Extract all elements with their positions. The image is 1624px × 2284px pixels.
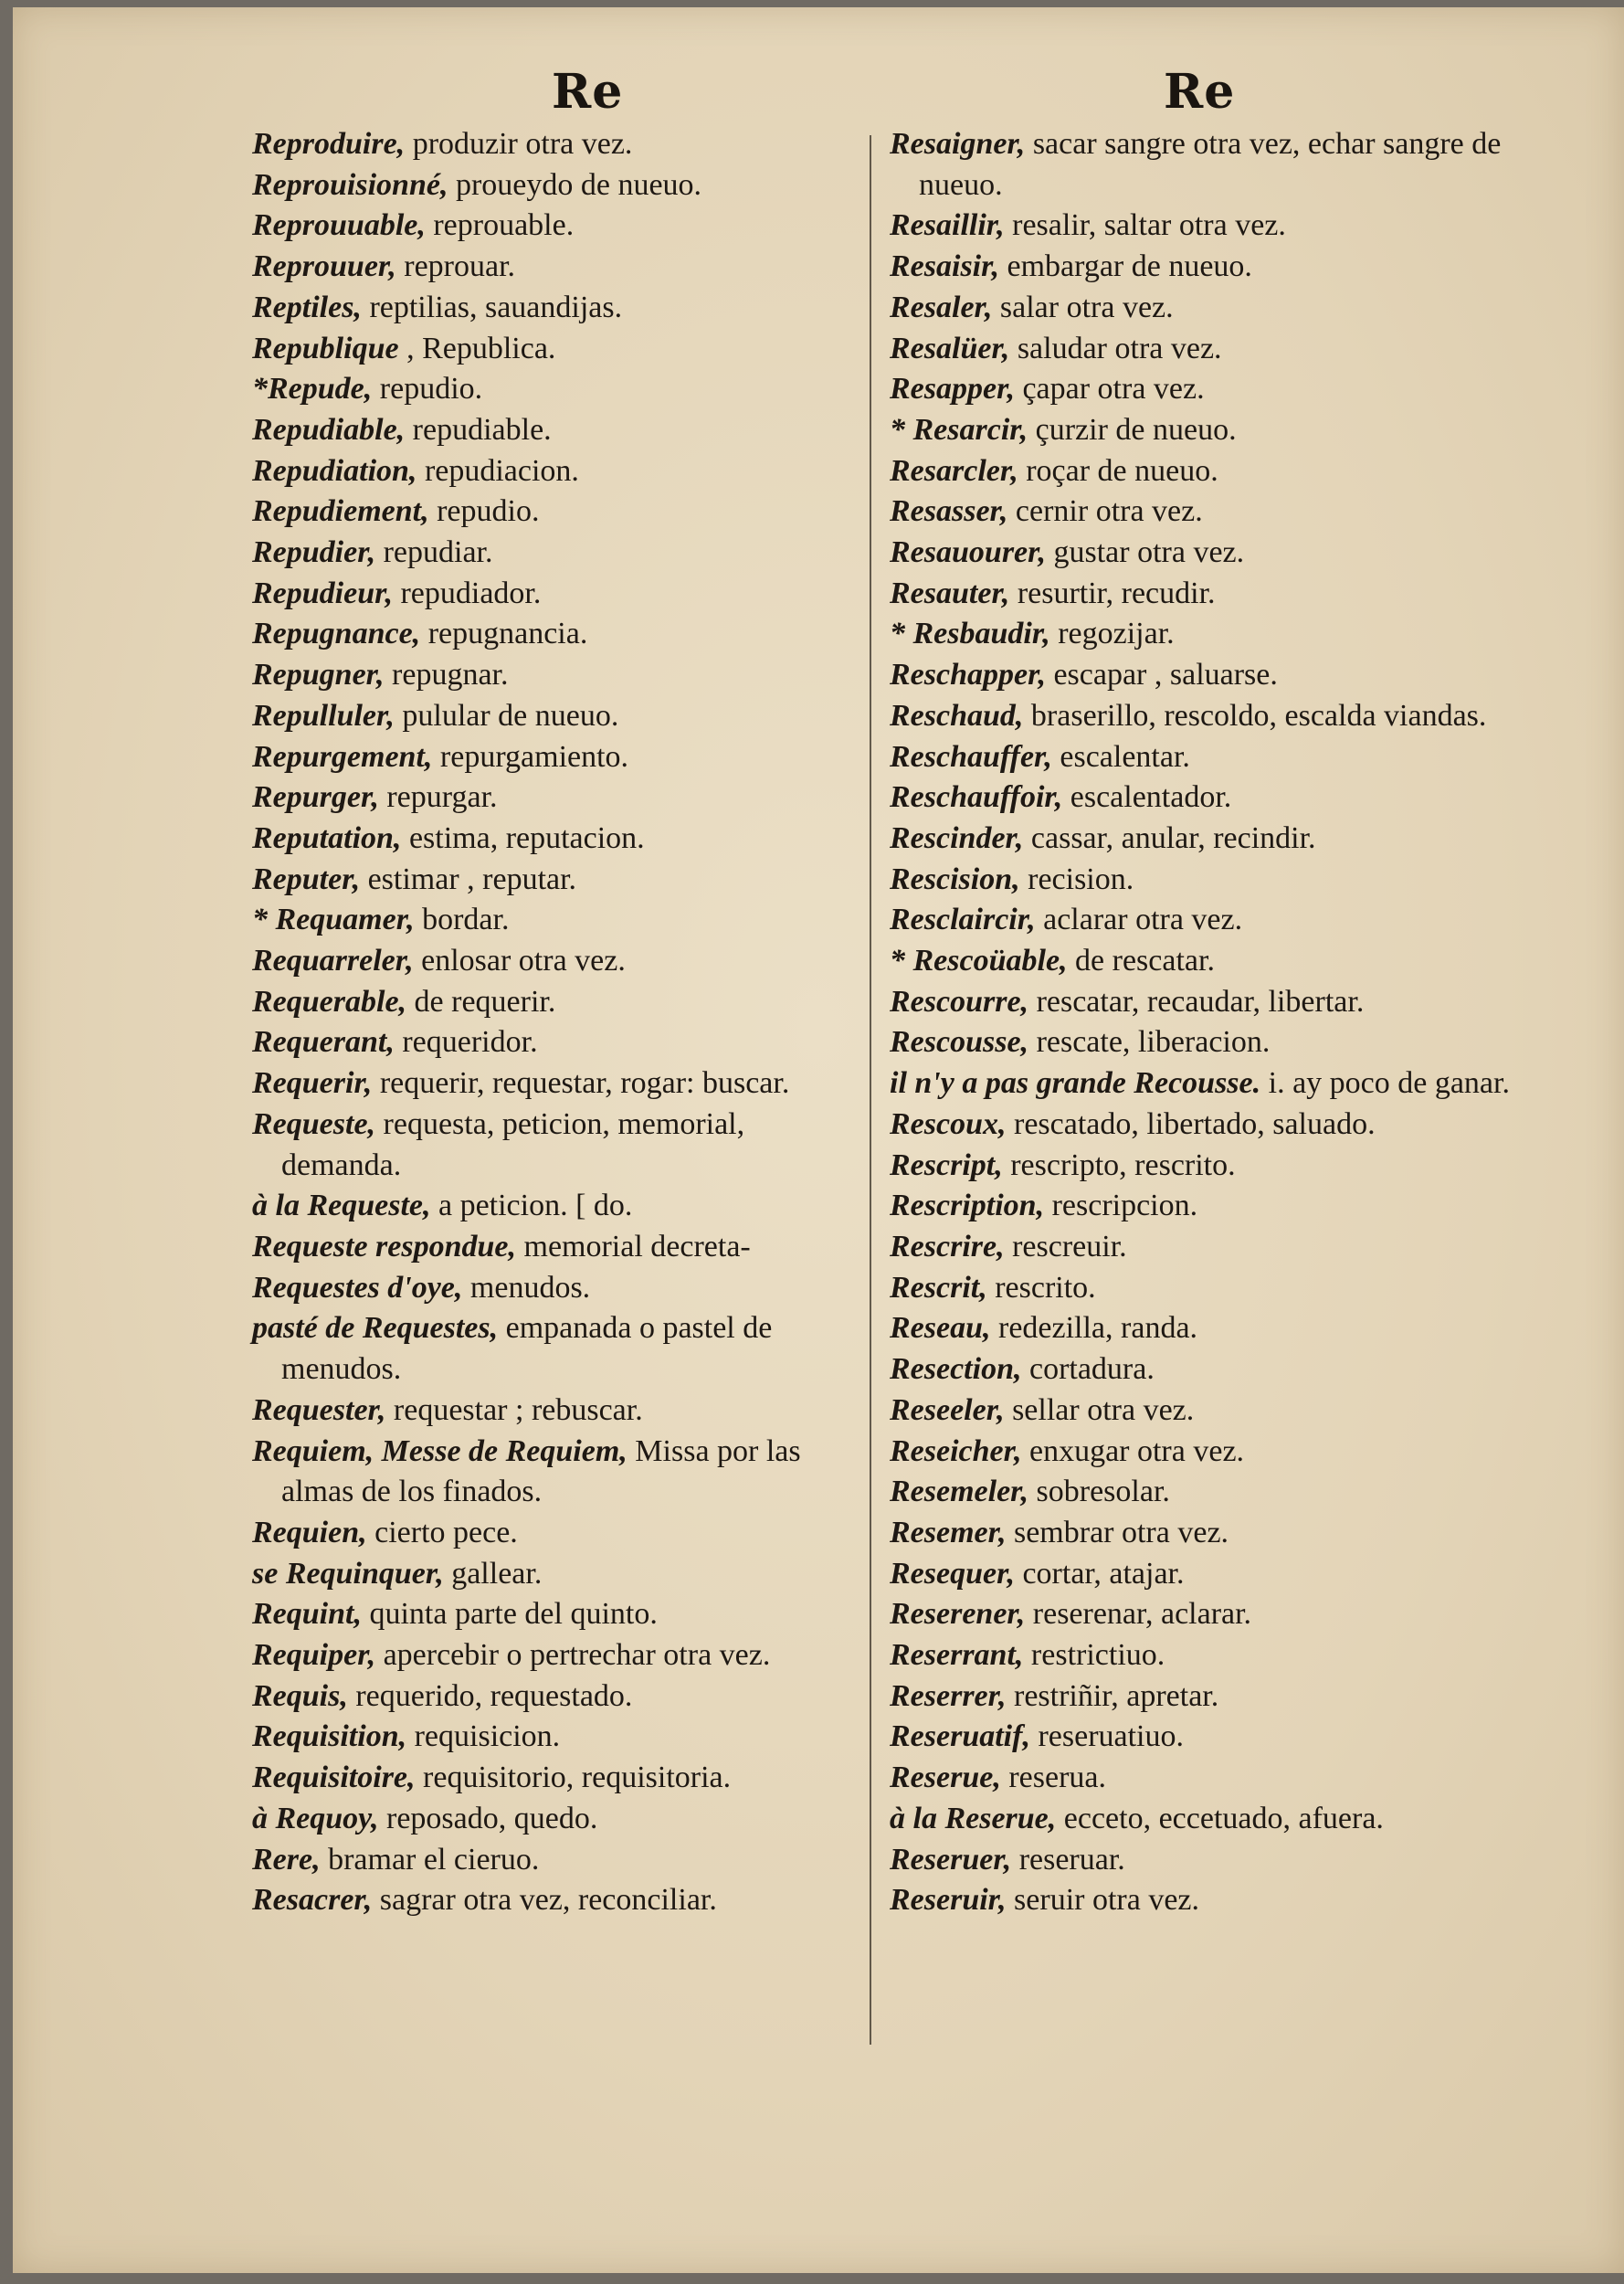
entry-headword: Rere, [252,1842,321,1877]
dictionary-entry [890,492,1520,533]
entry-headword: Requeste, [252,1106,376,1141]
dictionary-entry [890,1554,1520,1595]
entry-gloss: escalentar. [1051,739,1190,774]
dictionary-entry [890,900,1520,941]
entry-gloss: reptilias, sauandijas. [361,290,623,324]
entry-gloss: reseruar. [1011,1842,1125,1877]
dictionary-entry [890,533,1520,574]
entry-gloss: sagrar otra vez, reconciliar. [372,1883,717,1918]
entry-headword: Repudiation, [252,453,417,488]
dictionary-entry [890,1799,1520,1840]
dictionary-entry [890,1349,1520,1390]
entry-headword: Rescourre, [890,984,1029,1019]
entry-headword: Reserrer, [890,1678,1007,1713]
entry-gloss: cortar, atajar. [1014,1556,1185,1591]
dictionary-entry [890,1432,1520,1473]
entry-headword: Reprouuer, [252,249,396,284]
entry-gloss: restrictiuo. [1023,1638,1165,1673]
book-page [13,7,1624,2273]
dictionary-entry [252,1799,859,1840]
entry-gloss: apercebir o pertrechar otra vez. [375,1638,771,1673]
running-header-left: Re [552,64,624,120]
dictionary-entry [252,614,859,655]
entry-headword: Reseau, [890,1311,991,1346]
dictionary-entry [252,819,859,860]
entry-headword: Requerable, [252,984,407,1019]
dictionary-entry [890,1676,1520,1718]
dictionary-entry [890,1308,1520,1349]
entry-headword: Rescousse, [890,1025,1029,1060]
dictionary-entry [890,777,1520,819]
dictionary-entry [252,1105,859,1186]
entry-gloss: cassar, anular, recindir. [1023,820,1316,855]
entry-gloss: quinta parte del quinto. [361,1597,658,1632]
dictionary-entry [252,492,859,533]
dictionary-entry [890,819,1520,860]
entry-gloss: repudiable. [405,412,552,447]
dictionary-entry [252,1227,859,1268]
entry-gloss: requestar ; rebuscar. [385,1392,643,1427]
entry-headword: Requester, [252,1392,386,1427]
entry-gloss: ecceto, eccetuado, afuera. [1056,1801,1384,1835]
entry-headword: * Resarcir, [890,412,1028,447]
entry-headword: Reschauffoir, [890,780,1063,815]
entry-gloss: cierto pece. [366,1515,518,1549]
entry-gloss: proueydo de nueuo. [448,167,702,202]
entry-gloss: recision. [1019,862,1134,896]
dictionary-entry [890,369,1520,410]
entry-headword: *Repude, [252,372,373,407]
dictionary-entry [890,1472,1520,1513]
entry-headword: Requiem, Messe de Requiem, [252,1433,627,1468]
entry-headword: Rescript, [890,1147,1003,1182]
dictionary-entry [890,737,1520,778]
entry-headword: Reserener, [890,1597,1026,1632]
entry-headword: Resequer, [890,1556,1015,1591]
entry-gloss: regozijar. [1049,617,1175,651]
entry-headword: Repulluler, [252,698,395,733]
entry-headword: Requerant, [252,1025,395,1060]
dictionary-entry [890,655,1520,696]
entry-gloss: roçar de nueuo. [1018,453,1218,488]
entry-gloss: resurtir, recudir. [1009,576,1216,610]
entry-headword: Resection, [890,1352,1022,1387]
entry-gloss: restriñir, apretar. [1006,1678,1219,1713]
entry-headword: Repudier, [252,535,376,570]
dictionary-entry [890,1146,1520,1187]
dictionary-entry [890,574,1520,615]
entry-gloss: aclarar otra vez. [1035,903,1243,937]
dictionary-entry [252,1840,859,1881]
dictionary-entry [890,1594,1520,1635]
entry-headword: * Resbaudir, [890,617,1050,651]
entry-gloss: seruir otra vez. [1006,1883,1200,1918]
entry-gloss: enxugar otra vez. [1021,1433,1245,1468]
dictionary-entry [252,288,859,329]
entry-gloss: bramar el cieruo. [320,1842,540,1877]
dictionary-entry [252,1880,859,1921]
dictionary-entry [890,1758,1520,1799]
entry-gloss: menudos. [462,1270,591,1305]
entry-gloss: requerido, requestado. [347,1678,633,1713]
entry-gloss: repudiador. [392,576,542,610]
entry-headword: Reserrant, [890,1638,1024,1673]
dictionary-entry [252,1432,859,1513]
entry-gloss: Missa por las almas de los finados. [281,1433,801,1509]
entry-headword: Resalüer, [890,331,1010,365]
entry-headword: Resaigner, [890,127,1026,161]
dictionary-entry [252,900,859,941]
entry-headword: Requisitoire, [252,1761,416,1795]
entry-headword: Reputer, [252,862,361,896]
dictionary-entry [890,206,1520,247]
entry-gloss: rescate, liberacion. [1028,1025,1271,1060]
entry-gloss: i. ay poco de ganar. [1260,1066,1510,1101]
dictionary-entry [890,696,1520,737]
entry-headword: Reserue, [890,1761,1001,1795]
entry-gloss: rescatar, recaudar, libertar. [1028,984,1365,1019]
dictionary-entry [890,941,1520,982]
entry-gloss: requerir, requestar, rogar: buscar. [372,1066,790,1101]
dictionary-entry [252,737,859,778]
dictionary-entry [252,1186,859,1227]
entry-headword: Reseruir, [890,1883,1007,1918]
entry-headword: Resasser, [890,494,1008,529]
entry-headword: Requarreler, [252,944,414,978]
entry-headword: Reschapper, [890,658,1046,693]
dictionary-entry [252,982,859,1023]
dictionary-entry [252,1308,859,1390]
entry-headword: Reseeler, [890,1392,1005,1427]
entry-headword: Reprouuable, [252,208,426,243]
entry-headword: Requisition, [252,1719,407,1754]
entry-gloss: redezilla, randa. [990,1311,1198,1346]
entry-headword: Requestes d'oye, [252,1270,463,1305]
entry-headword: Repurger, [252,780,379,815]
entry-headword: Reprouisionné, [252,167,448,202]
dictionary-entry [890,1105,1520,1146]
entry-gloss: rescreuir. [1004,1229,1127,1264]
entry-headword: Resemer, [890,1515,1007,1549]
entry-headword: Rescrire, [890,1229,1005,1264]
entry-gloss: pulular de nueuo. [394,698,619,733]
entry-gloss: repudiar. [375,535,493,570]
dictionary-entry [252,410,859,451]
dictionary-entry [890,288,1520,329]
entry-headword: Reputation, [252,820,402,855]
dictionary-entry [890,247,1520,288]
entry-headword: Requerir, [252,1066,373,1101]
dictionary-entry [252,329,859,370]
entry-headword: Republique [252,331,399,365]
entry-gloss: cortadura. [1021,1352,1155,1387]
entry-gloss: enlosar otra vez. [413,944,626,978]
entry-headword: Repudieur, [252,576,393,610]
entry-headword: Reptiles, [252,290,362,324]
entry-headword: se Requinquer, [252,1556,444,1591]
entry-gloss: braserillo, rescoldo, escalda viandas. [1023,698,1487,733]
entry-gloss: reserua. [1000,1761,1106,1795]
dictionary-entry [252,1554,859,1595]
entry-gloss: saludar otra vez. [1009,331,1222,365]
entry-headword: Resacrer, [252,1883,373,1918]
entry-gloss: sacar sangre otra vez, echar sangre de nueuo. [919,127,1502,202]
entry-gloss: estimar , reputar. [360,862,577,896]
dictionary-entry [890,410,1520,451]
entry-gloss: gallear. [443,1556,543,1591]
entry-gloss: rescripto, rescrito. [1002,1147,1236,1182]
entry-headword: à la Reserue, [890,1801,1057,1835]
entry-headword: Resaillir, [890,208,1005,243]
dictionary-entry [890,982,1520,1023]
dictionary-entry [252,1758,859,1799]
dictionary-entry [252,165,859,206]
dictionary-entry [890,329,1520,370]
entry-gloss: produzir otra vez. [405,127,633,161]
entry-gloss: repudio. [372,372,483,407]
entry-headword: Repudiable, [252,412,406,447]
dictionary-entry [252,1717,859,1758]
entry-headword: pasté de Requestes, [252,1311,499,1346]
entry-headword: Reschaud, [890,698,1024,733]
entry-headword: Resarcler, [890,453,1018,488]
dictionary-entry [890,1022,1520,1063]
dictionary-entry [890,1063,1520,1105]
entry-gloss: reseruatiuo. [1029,1719,1184,1754]
entry-gloss: cernir otra vez. [1007,494,1203,529]
entry-gloss: repurgamiento. [432,739,629,774]
right-column [890,124,1520,1921]
entry-gloss: de requerir. [406,984,556,1019]
dictionary-entry [252,1635,859,1676]
entry-gloss: rescripcion. [1044,1189,1198,1223]
dictionary-entry [252,941,859,982]
dictionary-entry [252,451,859,492]
entry-headword: Resaisir, [890,249,999,284]
entry-gloss: escapar , saluarse. [1045,658,1278,693]
dictionary-entry [252,1513,859,1554]
entry-gloss: requeridor. [394,1025,538,1060]
entry-gloss: rescatado, libertado, saluado. [1006,1106,1376,1141]
entry-gloss: rescrito. [986,1270,1096,1305]
dictionary-entry [252,860,859,901]
entry-headword: Resapper, [890,372,1015,407]
dictionary-entry [252,1594,859,1635]
dictionary-entry [890,1268,1520,1309]
entry-headword: Repugnance, [252,617,421,651]
entry-gloss: repudiacion. [417,453,579,488]
entry-headword: Resaler, [890,290,993,324]
entry-headword: Resauourer, [890,535,1046,570]
entry-gloss: repudio. [428,494,540,529]
dictionary-entry [890,451,1520,492]
dictionary-entry [252,206,859,247]
entry-headword: Requint, [252,1597,362,1632]
dictionary-entry [890,1390,1520,1432]
dictionary-entry [890,614,1520,655]
entry-headword: * Requamer, [252,903,415,937]
entry-gloss: a peticion. [ do. [430,1189,633,1223]
entry-gloss: resalir, saltar otra vez. [1004,208,1286,243]
entry-headword: Repudiement, [252,494,429,529]
dictionary-entry [890,1513,1520,1554]
entry-headword: Requiper, [252,1638,376,1673]
dictionary-entry [252,369,859,410]
entry-headword: à Requoy, [252,1801,379,1835]
entry-gloss: reprouable. [425,208,575,243]
dictionary-entry [252,1390,859,1432]
dictionary-entry [252,655,859,696]
entry-gloss: requesta, peticion, memorial, demanda. [281,1106,745,1182]
entry-headword: Requeste respondue, [252,1229,516,1264]
entry-headword: Reseicher, [890,1433,1022,1468]
running-header-right: Re [1164,64,1236,120]
entry-gloss: çurzir de nueuo. [1028,412,1237,447]
entry-gloss: memorial decreta- [516,1229,751,1264]
entry-headword: à la Requeste, [252,1189,431,1223]
entry-gloss: escalentador. [1062,780,1232,815]
entry-headword: * Rescoüable, [890,944,1068,978]
entry-headword: Requis, [252,1678,348,1713]
entry-gloss: sobresolar. [1028,1475,1170,1509]
entry-headword: Repurgement, [252,739,433,774]
dictionary-entry [890,1635,1520,1676]
entry-gloss: çapar otra vez. [1014,372,1205,407]
entry-headword: Resclaircir, [890,903,1036,937]
dictionary-entry [252,1676,859,1718]
dictionary-entry [252,777,859,819]
dictionary-entry [252,247,859,288]
entry-gloss: bordar. [414,903,510,937]
entry-gloss: , Republica. [398,331,556,365]
entry-gloss: reposado, quedo. [378,1801,598,1835]
dictionary-entry [890,1840,1520,1881]
dictionary-entry [252,574,859,615]
entry-gloss: reprouar. [395,249,516,284]
entry-gloss: sembrar otra vez. [1006,1515,1229,1549]
entry-gloss: empanada o pastel de menudos. [281,1311,773,1387]
entry-gloss: requisicion. [406,1719,561,1754]
entry-headword: il n'y a pas grande Recousse. [890,1066,1261,1101]
dictionary-entry [890,1227,1520,1268]
entry-headword: Resemeler, [890,1475,1029,1509]
entry-gloss: repurgar. [378,780,498,815]
dictionary-entry [890,860,1520,901]
entry-headword: Rescription, [890,1189,1045,1223]
entry-gloss: reserenar, aclarar. [1025,1597,1252,1632]
entry-headword: Rescinder, [890,820,1024,855]
dictionary-entry [890,1717,1520,1758]
entry-gloss: gustar otra vez. [1046,535,1245,570]
entry-headword: Reseruer, [890,1842,1012,1877]
dictionary-entry [252,1268,859,1309]
entry-headword: Repugner, [252,658,385,693]
dictionary-entry [252,124,859,165]
entry-gloss: de rescatar. [1067,944,1215,978]
entry-gloss: requisitorio, requisitoria. [415,1761,732,1795]
dictionary-entry [890,1186,1520,1227]
dictionary-entry [252,696,859,737]
entry-headword: Reproduire, [252,127,406,161]
entry-gloss: sellar otra vez. [1004,1392,1195,1427]
entry-gloss: repugnancia. [420,617,588,651]
entry-headword: Requien, [252,1515,367,1549]
entry-headword: Rescoux, [890,1106,1007,1141]
column-divider [870,135,871,2045]
entry-gloss: estima, reputacion. [401,820,645,855]
left-column [252,124,859,1921]
dictionary-entry [890,1880,1520,1921]
entry-headword: Rescision, [890,862,1020,896]
dictionary-entry [252,1063,859,1105]
dictionary-entry [252,533,859,574]
entry-headword: Rescrit, [890,1270,987,1305]
dictionary-entry [890,124,1520,206]
entry-gloss: repugnar. [384,658,509,693]
entry-headword: Resauter, [890,576,1010,610]
entry-headword: Reschauffer, [890,739,1052,774]
dictionary-entry [252,1022,859,1063]
entry-gloss: salar otra vez. [992,290,1174,324]
entry-headword: Reseruatif, [890,1719,1030,1754]
entry-gloss: embargar de nueuo. [998,249,1252,284]
